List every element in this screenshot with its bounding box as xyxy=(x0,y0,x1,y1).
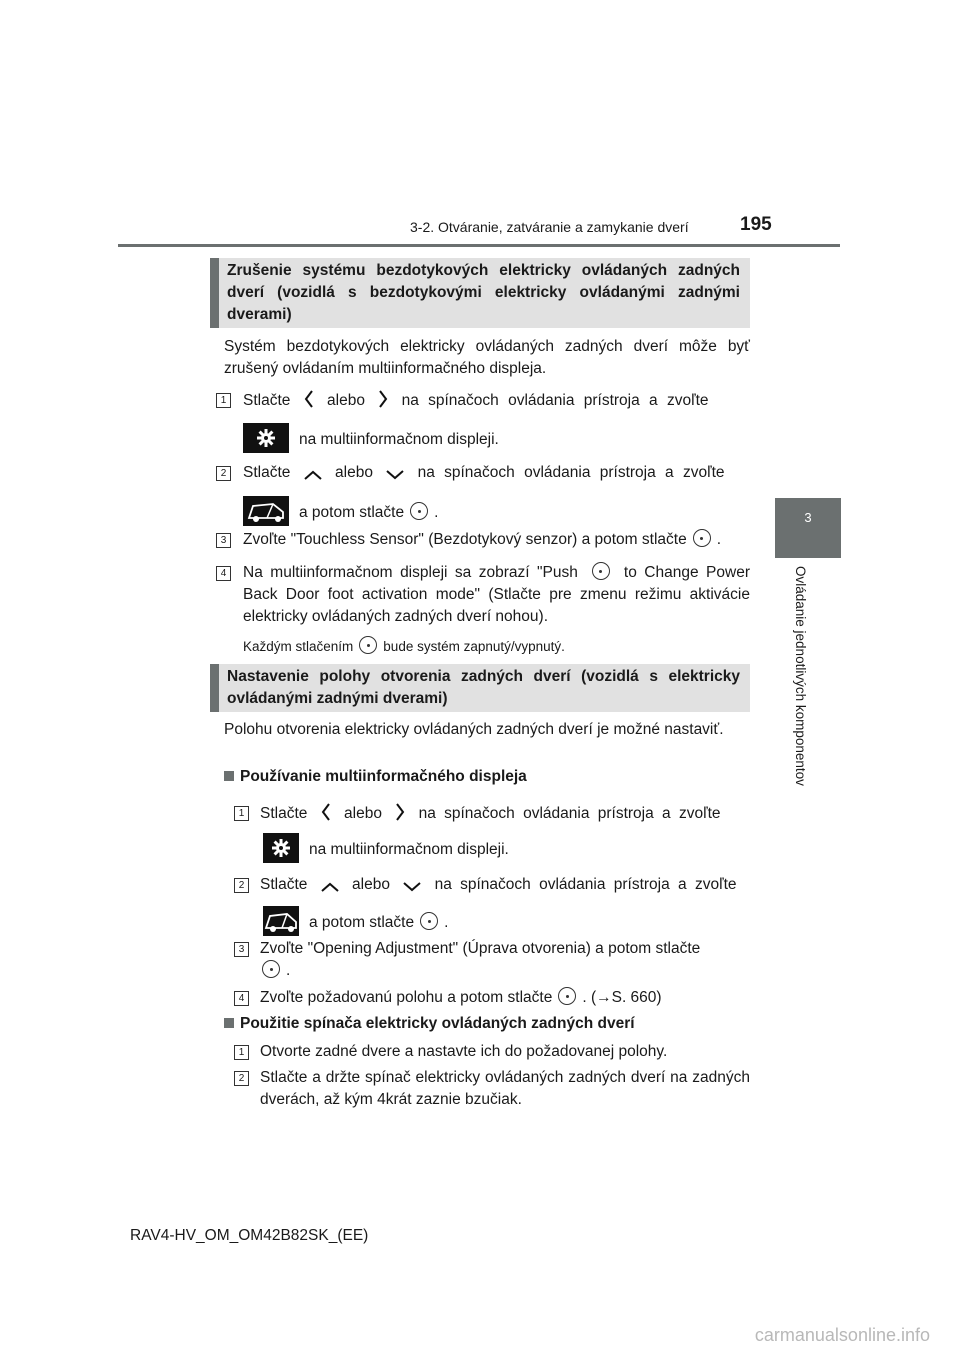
enter-button-icon xyxy=(262,960,280,978)
step-number: 1 xyxy=(234,806,249,821)
chevron-right-icon xyxy=(377,389,389,416)
enter-button-icon xyxy=(359,636,377,654)
enter-button-icon xyxy=(693,529,711,547)
chevron-right-icon xyxy=(394,802,406,829)
subheading-switch: Použitie spínača elektricky ovládaných zadných dverí xyxy=(224,1015,635,1033)
step-number: 1 xyxy=(234,1045,249,1060)
chevron-left-icon xyxy=(303,389,315,416)
step-number: 3 xyxy=(216,533,231,548)
chevron-up-icon xyxy=(303,466,323,488)
step-number: 2 xyxy=(216,466,231,481)
chevron-left-icon xyxy=(320,802,332,829)
step-number: 4 xyxy=(234,991,249,1006)
page-number: 195 xyxy=(740,214,772,235)
enter-button-icon xyxy=(420,912,438,930)
chapter-tab xyxy=(775,498,841,558)
square-bullet-icon xyxy=(224,771,234,781)
enter-button-icon xyxy=(558,987,576,1005)
subheading-multiinfo: Používanie multiinformačného displeja xyxy=(224,768,527,786)
chevron-down-icon xyxy=(385,466,405,488)
step-number: 2 xyxy=(234,878,249,893)
step-4-text: Na multiinformačnom displeji sa zobrazí "Push to Change Power Back Door foot activation mode" (Stlačte pre zmenu režimu aktivácie elektricky ovládaných zadných dverí nohou). xyxy=(243,564,750,625)
square-bullet-icon xyxy=(224,1018,234,1028)
car-door-icon xyxy=(243,496,289,526)
step-3-text: Zvoľte "Touchless Sensor" (Bezdotykový senzor) a potom stlačte . xyxy=(243,531,721,548)
chevron-up-icon xyxy=(320,878,340,900)
section-intro: Polohu otvorenia elektricky ovládaných zadných dverí je možné nastaviť. xyxy=(224,721,724,738)
step-number: 2 xyxy=(234,1071,249,1086)
step-number: 1 xyxy=(216,393,231,408)
document-code: RAV4-HV_OM_OM42B82SK_(EE) xyxy=(130,1227,369,1244)
step-1-cont: na multiinformačnom displeji. xyxy=(243,423,750,453)
header-rule xyxy=(118,244,840,247)
s2b-step-1-text: Otvorte zadné dvere a nastavte ich do požadovanej polohy. xyxy=(260,1043,668,1060)
car-door-icon xyxy=(263,906,299,936)
chapter-number: 3 xyxy=(804,510,812,525)
enter-button-icon xyxy=(592,562,610,580)
section-heading-touchless: Zrušenie systému bezdotykových elektricky ovládaných zadných dverí (vozidlá s bezdotykovými elektricky ovládanými zadnými dverami) xyxy=(210,258,750,328)
enter-button-icon xyxy=(410,502,428,520)
section-intro: Systém bezdotykových elektricky ovládaných zadných dverí môže byť zrušený ovládaním multiinformačného displeja. xyxy=(224,338,750,377)
step-2-text: Stlačte alebo na spínačoch ovládania prístroja a zvoľte xyxy=(243,462,750,488)
settings-gear-icon xyxy=(263,833,299,863)
step-number: 3 xyxy=(234,942,249,957)
watermark: carmanualsonline.info xyxy=(754,1325,930,1345)
chapter-title: Ovládanie jednotlivých komponentov xyxy=(793,566,808,786)
chevron-down-icon xyxy=(402,878,422,900)
s2-step-1-cont: na multiinformačnom displeji. xyxy=(263,833,750,863)
s2-step-2-cont: a potom stlačte . xyxy=(263,906,750,936)
section-heading-opening-position: Nastavenie polohy otvorenia zadných dverí (vozidlá s elektricky ovládanými zadnými dverami) xyxy=(210,664,750,712)
s2b-step-2-text: Stlačte a držte spínač elektricky ovládaných zadných dverí na zadných dverách, až kým 4krát zaznie bzučiak. xyxy=(260,1069,750,1108)
step-2-cont: a potom stlačte . xyxy=(243,496,750,526)
settings-gear-icon xyxy=(243,423,289,453)
running-header: 3-2. Otváranie, zatváranie a zamykanie dverí xyxy=(410,219,689,235)
s2-step-1-text: Stlačte alebo na spínačoch ovládania prístroja a zvoľte xyxy=(260,802,750,829)
s2-step-2-text: Stlačte alebo na spínačoch ovládania prístroja a zvoľte xyxy=(260,874,750,900)
step-1-text: Stlačte alebo na spínačoch ovládania prístroja a zvoľte xyxy=(243,389,750,416)
s2-step-4-text: Zvoľte požadovanú polohu a potom stlačte . (→S. 660) xyxy=(260,989,662,1006)
step-number: 4 xyxy=(216,566,231,581)
s2-step-3-text: Zvoľte "Opening Adjustment" (Úprava otvorenia) a potom stlačte . xyxy=(260,940,701,979)
note-text: Každým stlačením bude systém zapnutý/vypnutý. xyxy=(243,636,750,654)
